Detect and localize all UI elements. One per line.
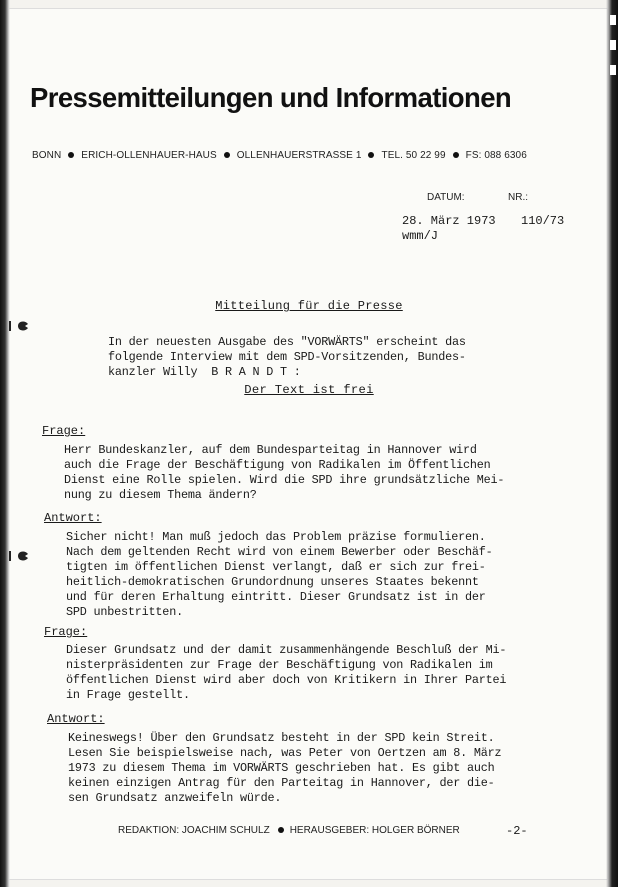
- answer-label: Antwort:: [44, 511, 102, 525]
- scan-border-right: [606, 0, 618, 887]
- question-label: Frage:: [44, 625, 88, 639]
- address-tel: TEL. 50 22 99: [381, 150, 446, 161]
- address-street: OLLENHAUERSTRASSE 1: [236, 150, 362, 161]
- question-text: Herr Bundeskanzler, auf dem Bundesparteitag in Hannover wird auch die Frage der Beschäftigung von Radikalen im Öffentlichen Dienst eine Rolle spielen. Wird die SPD ihre grundsätzliche Mei- nung zu diesem Thema ändern?: [64, 443, 505, 502]
- bullet-icon: [368, 152, 374, 158]
- date-value: 28. März 1973: [402, 214, 496, 228]
- number-value: 110/73: [521, 214, 565, 228]
- question-text: Dieser Grundsatz und der damit zusammenhängende Beschluß der Mi- nisterpräsidenten zur Frage der Beschäftigung von Radikalen im öffentlichen Dienst wird aber doch von Kritikern in Ihrer Partei in Frage gestellt.: [66, 643, 507, 702]
- punch-hole-mark: [9, 548, 39, 564]
- address-city: BONN: [32, 150, 62, 161]
- release-note: Der Text ist frei: [244, 383, 374, 397]
- notice-heading: Mitteilung für die Presse: [215, 299, 403, 313]
- address-building: ERICH-OLLENHAUER-HAUS: [81, 150, 217, 161]
- address-line: [32, 150, 527, 161]
- scan-border-left: [0, 0, 10, 887]
- bullet-icon: [68, 152, 74, 158]
- footer-editor: REDAKTION: JOACHIM SCHULZ: [118, 825, 270, 836]
- intro-paragraph: In der neuesten Ausgabe des "VORWÄRTS" erscheint das folgende Interview mit dem SPD-Vorsitzenden, Bundes- kanzler Willy B R A N D T :: [108, 335, 466, 379]
- bullet-icon: [278, 827, 284, 833]
- answer-text: Sicher nicht! Man muß jedoch das Problem präzise formulieren. Nach dem geltenden Recht wird von einem Bewerber oder Beschäf- tigten im öffentlichen Dienst verlangt, daß er sich zur frei- heitlich-demokratischen Grundordnung unseres Staates bekennt und für deren Erhaltung eintritt. Dieser Grundsatz ist in der SPD unbestritten.: [66, 530, 493, 619]
- date-label: DATUM:: [427, 192, 465, 203]
- answer-label: Antwort:: [47, 712, 105, 726]
- footer-publisher: HERAUSGEBER: HOLGER BÖRNER: [289, 825, 460, 836]
- footer-credits: [118, 825, 460, 836]
- address-fs: FS: 088 6306: [465, 150, 527, 161]
- punch-hole-mark: [9, 318, 39, 334]
- bullet-icon: [224, 152, 230, 158]
- reference-code: wmm/J: [402, 229, 439, 243]
- bullet-icon: [453, 152, 459, 158]
- question-label: Frage:: [42, 424, 86, 438]
- page-number: -2-: [506, 824, 528, 838]
- masthead-title: Pressemitteilungen und Informationen: [30, 82, 512, 113]
- number-label: NR.:: [508, 192, 528, 203]
- answer-text: Keineswegs! Über den Grundsatz besteht in der SPD kein Streit. Lesen Sie beispielsweise nach, was Peter von Oertzen am 8. März 1973 zu diesem Thema im VORWÄRTS geschrieben hat. Es gibt auch keinen einzigen Antrag für den Parteitag in Hannover, der die- sen Grundsatz anzweifeln würde.: [68, 731, 502, 805]
